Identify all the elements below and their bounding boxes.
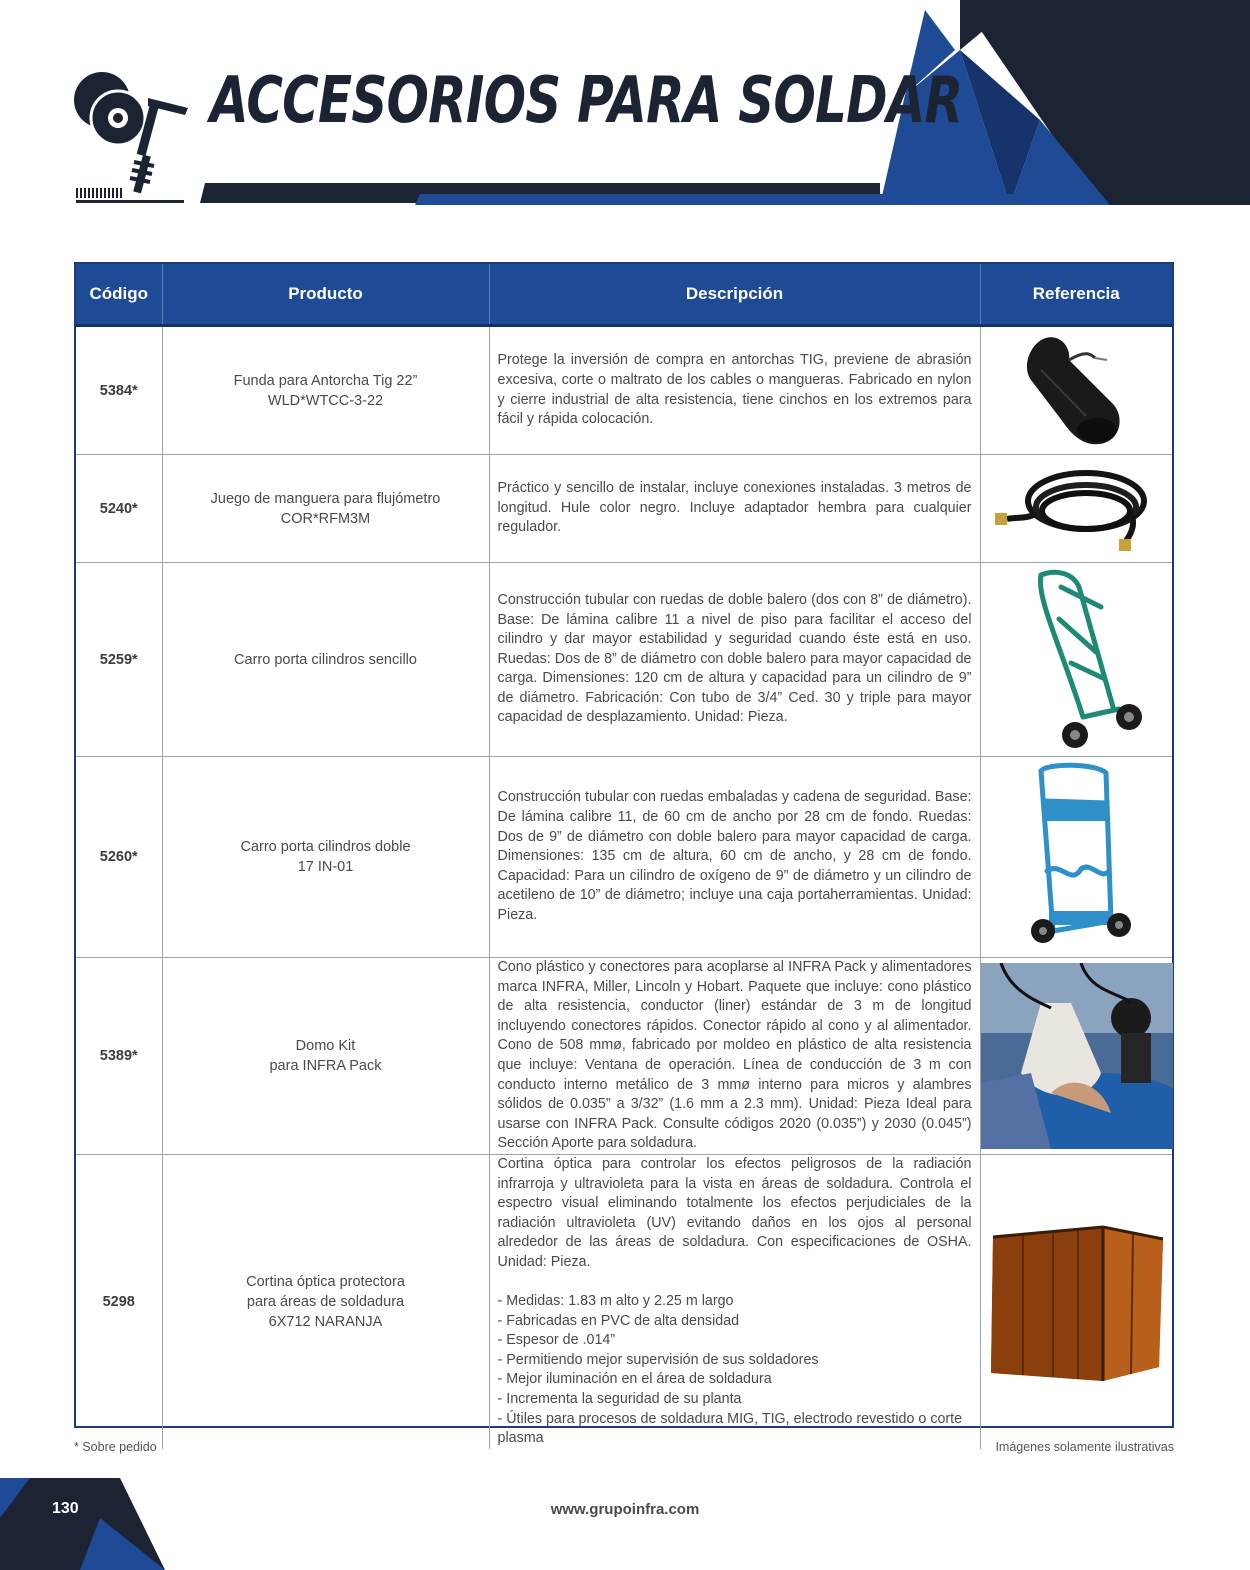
- reference-image: [980, 958, 1172, 1155]
- product-name: [162, 1154, 489, 1448]
- product-name-line: 6X712 NARANJA: [268, 1313, 383, 1330]
- product-name-line: Funda para Antorcha Tig 22”: [233, 372, 418, 389]
- description-text: Cono plástico y conectores para acoplarse al INFRA Pack y alimentadores marca INFRA, Miller, Lincoln y Hobart. Paquete que incluye: cono plástico de alta resistencia, conductor (liner) estándar de 3 m de longitud incluyendo conectores rápidos. Conector rápido al cono y al alimentador. Cono de 508 mmø, fabricado por moldeo en plástico de alta resistencia que incluye: Ventana de operación. Línea de conducción de 3 m con conducto interno metálico de 3 mmø interno para micros y alambres sólidos de 0.035” a 3/32” (1.6 mm a 2.3 mm). Unidad: Pieza Ideal para usarse con INFRA Pack. Consulte códigos 2020 (0.035”) y 2030 (0.045”) Sección Aporte para soldadura.: [497, 959, 972, 1152]
- list-item: - Permitiendo mejor supervisión de sus soldadores: [498, 1351, 972, 1371]
- product-name-line: COR*RFM3M: [280, 510, 371, 527]
- description-text: Protege la inversión de compra en antorchas TIG, previene de abrasión excesiva, corte o maltrato de los cables o mangueras. Fabricado en nylon y cierre industrial de alta resistencia, tiene cinchos en los extremos para fácil y rápida colocación.: [497, 352, 972, 428]
- product-name-line: 17 IN-01: [297, 859, 354, 875]
- product-name: [162, 958, 489, 1155]
- description-text: Cortina óptica para controlar los efectos peligrosos de la radiación infrarroja y ultravioleta para la vista en áreas de soldadura. Controla el espectro visual eliminando totalmente los efectos perjudiciales de la radiación ultravioleta (UV) evitando daños en los ojos al personal alrededor de las áreas de soldadura. Con especificaciones de OSHA. Unidad: Pieza.: [497, 1155, 972, 1270]
- product-name-line: para INFRA Pack: [269, 1057, 382, 1074]
- column-header-code: Código: [76, 264, 162, 326]
- list-item: - Medidas: 1.83 m alto y 2.25 m largo: [498, 1292, 972, 1312]
- reference-image: [980, 563, 1172, 757]
- column-header-reference: Referencia: [980, 264, 1172, 326]
- product-code: 5259*: [76, 563, 162, 757]
- list-item: - Mejor iluminación en el área de soldadura: [498, 1370, 972, 1390]
- product-name: [162, 455, 489, 563]
- dome-kit-icon: [981, 963, 1173, 1149]
- product-name-line: para áreas de soldadura: [246, 1293, 405, 1310]
- product-description: [489, 326, 980, 455]
- product-name-line: Cortina óptica protectora: [246, 1273, 405, 1290]
- product-name: [162, 563, 489, 757]
- product-name: [162, 326, 489, 455]
- description-text: Construcción tubular con ruedas de doble balero (dos con 8” de diámetro). Base: De lámina calibre 11 a nivel de piso para facilitar el acceso del cilindro y dar mayor estabilidad y seguridad cuando éste está en uso. Ruedas: Dos de 8” de diámetro con doble balero para mayor capacidad de carga. Dimensiones: 120 cm de altura y capacidad para un cilindro de 9” de diámetro. Fabricación: Con tubo de 3/4” Ced. 30 y triple para mayor capacidad de desplazamiento. Unidad: Pieza.: [497, 591, 972, 726]
- column-header-product: Producto: [162, 264, 489, 326]
- product-description: [489, 563, 980, 757]
- page-number: 130: [52, 1500, 79, 1517]
- product-description: [489, 1154, 980, 1448]
- feature-list: [498, 1292, 972, 1449]
- description-text: Construcción tubular con ruedas embaladas y cadena de seguridad. Base: De lámina calibre 11, de 60 cm de ancho por 28 cm de fondo. Ruedas: Dos de 9” de diámetro con doble balero para mayor capacidad de carga. Dimensiones: 135 cm de altura, 60 cm de ancho, y 28 cm de fondo. Capacidad: Para un cilindro de oxígeno de 9” de diámetro y un cilindro de acetileno de 10” de diámetro; incluye una caja portaherramientas. Unidad: Pieza.: [497, 789, 972, 923]
- product-name-line: Juego de manguera para flujómetro: [210, 490, 441, 507]
- product-name: [162, 757, 489, 958]
- list-item: - Fabricadas en PVC de alta densidad: [498, 1312, 972, 1332]
- product-description: [489, 757, 980, 958]
- table-row: [76, 563, 1172, 757]
- hose-icon: [991, 459, 1161, 559]
- product-description: [489, 455, 980, 563]
- footer-banner: [0, 1478, 200, 1570]
- reference-image: [980, 757, 1172, 958]
- table-row: [76, 326, 1172, 455]
- table-row: [76, 757, 1172, 958]
- product-description: [489, 958, 980, 1155]
- product-code: 5384*: [76, 326, 162, 455]
- table-row: [76, 1154, 1172, 1448]
- reference-image: [980, 326, 1172, 455]
- list-item: - Incrementa la seguridad de su planta: [498, 1390, 972, 1410]
- reference-image: [980, 1154, 1172, 1448]
- table-header-row: [76, 264, 1172, 326]
- single-cart-icon: [1001, 567, 1151, 753]
- product-name-line: Domo Kit: [295, 1037, 356, 1054]
- description-text: Práctico y sencillo de instalar, incluye conexiones instaladas. 3 metros de longitud. Hule color negro. Incluye adaptador hembra para cualquier regulador.: [497, 480, 972, 536]
- column-header-description: Descripción: [489, 264, 980, 326]
- product-name-line: Carro porta cilindros sencillo: [234, 651, 417, 668]
- reference-image: [980, 455, 1172, 563]
- product-name-line: Carro porta cilindros doble: [240, 839, 411, 855]
- product-code: 5260*: [76, 757, 162, 958]
- table-row: [76, 455, 1172, 563]
- list-item: - Útiles para procesos de soldadura MIG, TIG, electrodo revestido o corte plasma: [498, 1410, 972, 1449]
- welding-curtain-icon: [983, 1217, 1169, 1387]
- welding-tools-logo-icon: [70, 70, 190, 205]
- website-link[interactable]: www.grupoinfra.com: [550, 1501, 700, 1518]
- page-title: ACCESORIOS PARA SOLDAR: [210, 64, 963, 138]
- double-cart-icon: [1001, 761, 1151, 953]
- table-row: [76, 958, 1172, 1155]
- torch-cover-icon: [991, 330, 1161, 452]
- product-code: 5298: [76, 1154, 162, 1448]
- product-code: 5240*: [76, 455, 162, 563]
- product-name-line: WLD*WTCC-3-22: [267, 392, 384, 409]
- footnote-on-order: * Sobre pedido: [74, 1440, 157, 1454]
- footnote-images: Imágenes solamente ilustrativas: [995, 1440, 1174, 1454]
- product-code: 5389*: [76, 958, 162, 1155]
- list-item: - Espesor de .014”: [498, 1331, 972, 1351]
